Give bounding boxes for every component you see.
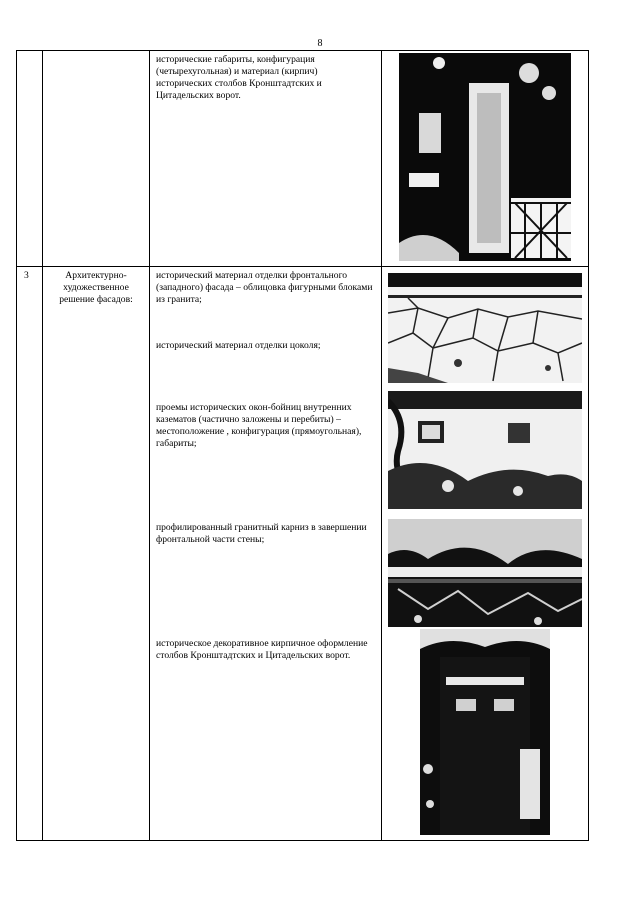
section-title [43,51,150,267]
row-number: 3 [17,267,43,841]
page-number: 8 [317,38,323,49]
feature-item: профилированный гранитный карниз в завершении фронтальной части стены; [156,522,367,545]
granite-block-photo [388,273,582,383]
granite-cornice-photo [388,519,582,627]
feature-item: исторические габариты, конфигурация (четырехугольная) и материал (кирпич) исторических столбов Кронштадтских и Цитадельских ворот. [156,54,322,101]
section-title: Архитектурно-художественное решение фасадов: [43,267,150,841]
brick-pillar-photo [420,629,550,835]
protected-features-table [16,50,589,841]
row-number [17,51,43,267]
photo-cell [382,51,589,267]
table-row [17,51,589,267]
feature-description-cell [150,267,382,841]
feature-item: проемы исторических окон-бойниц внутренних казематов (частично заложены и перебиты) – местоположение , конфигурация (прямоугольная), габариты; [156,402,362,449]
photo-cell [382,267,589,841]
table-row [17,267,589,841]
feature-item: историческое декоративное кирпичное оформление столбов Кронштадтских и Цитадельских ворот. [156,638,368,661]
embrasure-window-photo [388,391,582,509]
feature-item: исторический материал отделки цоколя; [156,340,321,351]
feature-item: исторический материал отделки фронтального (западного) фасада – облицовка фигурными блоками из гранита; [156,270,373,305]
feature-description-cell [150,51,382,267]
gate-pillar-photo [399,53,571,261]
